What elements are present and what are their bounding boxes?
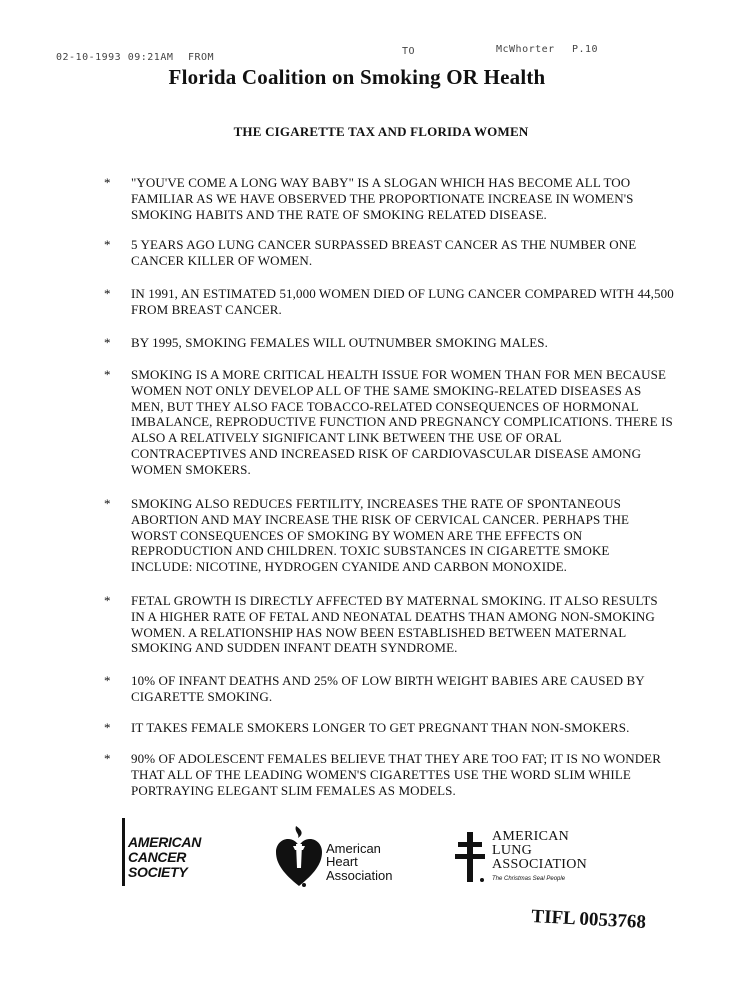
fax-to-label: TO (402, 46, 416, 57)
bullet-text: 10% OF INFANT DEATHS AND 25% OF LOW BIRTH WEIGHT BABIES ARE CAUSED BY CIGARETTE SMOKING. (131, 673, 645, 704)
bullet-text: "YOU'VE COME A LONG WAY BABY" IS A SLOGAN WHICH HAS BECOME ALL TOO FAMILIAR AS WE HAVE OBSERVED THE PROPORTIONATE INCREASE IN WOMEN'S SMOKING HABITS AND THE RATE OF SMOKING RELATED DISEASE. (131, 175, 634, 222)
bullet-item (104, 720, 674, 736)
ala-logo-line-2: LUNG (492, 843, 533, 858)
fax-date-time: 02-10-1993 09:21AM (56, 52, 174, 63)
acs-logo-line-3: SOCIETY (128, 864, 188, 880)
bullet-text: SMOKING ALSO REDUCES FERTILITY, INCREASES THE RATE OF SPONTANEOUS ABORTION AND MAY INCREASE THE RISK OF CERVICAL CANCER. PERHAPS THE WORST CONSEQUENCES OF SMOKING BY WOMEN ARE THE EFFECTS ON REPRODUCTION AND CHILDREN. TOXIC SUBSTANCES IN CIGARETTE SMOKE INCLUDE: NICOTINE, HYDROGEN CYANIDE AND CARBON MONOXIDE. (131, 496, 629, 575)
bullet-mark: * (104, 175, 111, 190)
bullet-mark: * (104, 673, 111, 688)
document-subtitle-text: THE CIGARETTE TAX AND FLORIDA WOMEN (233, 124, 529, 139)
bullet-mark: * (104, 286, 111, 301)
bullet-mark: * (104, 720, 111, 735)
fax-page-number: P.10 (572, 44, 599, 55)
document-title-text: Florida Coalition on Smoking OR Health (168, 65, 546, 89)
document-title (0, 65, 746, 90)
aha-logo-line-1: American (326, 841, 381, 856)
heart-torch-icon (274, 824, 324, 890)
bullet-item (104, 335, 674, 351)
ala-logo-tagline: The Christmas Seal People (492, 876, 566, 882)
bullet-item (104, 286, 674, 318)
bullet-item (104, 496, 674, 575)
bullet-text: 90% OF ADOLESCENT FEMALES BELIEVE THAT THEY ARE TOO FAT; IT IS NO WONDER THAT ALL OF THE LEADING WOMEN'S CIGARETTES USE THE WORD SLIM WHILE PORTRAYING ELEGANT SLIM FEMALES AS MODELS. (131, 751, 661, 798)
bullet-text: SMOKING IS A MORE CRITICAL HEALTH ISSUE FOR WOMEN THAN FOR MEN BECAUSE WOMEN NOT ONLY DEVELOP ALL OF THE SAME SMOKING-RELATED DISEASES AS MEN, BUT THEY ALSO FACE TOBACCO-RELATED CONSEQUENCES OF HORMONAL IMBALANCE, REPRODUCTIVE FUNCTION AND PREGNANCY COMPLICATIONS. THERE IS ALSO A RELATIVELY SIGNIFICANT LINK BETWEEN THE USE OF ORAL CONTRACEPTIVES AND INCREASED RISK OF CARDIOVASCULAR DISEASE AMONG WOMEN SMOKERS. (131, 367, 673, 477)
bullet-text: 5 YEARS AGO LUNG CANCER SURPASSED BREAST CANCER AS THE NUMBER ONE CANCER KILLER OF WOMEN. (131, 237, 637, 268)
bullet-text: IN 1991, AN ESTIMATED 51,000 WOMEN DIED OF LUNG CANCER COMPARED WITH 44,500 FROM BREAST CANCER. (131, 286, 674, 317)
bullet-text: IT TAKES FEMALE SMOKERS LONGER TO GET PREGNANT THAN NON-SMOKERS. (131, 720, 630, 735)
bullet-mark: * (104, 237, 111, 252)
bullet-mark: * (104, 751, 111, 766)
bullet-text: BY 1995, SMOKING FEMALES WILL OUTNUMBER SMOKING MALES. (131, 335, 548, 350)
bullet-mark: * (104, 335, 111, 350)
double-barred-cross-icon (455, 830, 485, 886)
bullet-mark: * (104, 593, 111, 608)
bullet-text: FETAL GROWTH IS DIRECTLY AFFECTED BY MATERNAL SMOKING. IT ALSO RESULTS IN A HIGHER RATE OF FETAL AND NEONATAL DEATHS THAN AMONG NON-SMOKING WOMEN. A RELATIONSHIP HAS NOW BEEN ESTABLISHED BETWEEN MATERNAL SMOKING AND SUDDEN INFANT DEATH SYNDROME. (131, 593, 658, 656)
american-heart-association-logo (274, 824, 414, 896)
american-lung-association-logo (455, 830, 625, 902)
bullet-item (104, 237, 674, 269)
fax-from-label: FROM (188, 52, 215, 63)
bullet-item (104, 751, 674, 798)
american-cancer-society-logo (112, 818, 242, 888)
ala-logo-line-1: AMERICAN (492, 829, 570, 844)
aha-logo-line-2: Heart (326, 854, 358, 869)
ala-logo-line-3: ASSOCIATION (492, 857, 588, 872)
acs-logo-line-1: AMERICAN (128, 834, 202, 850)
fax-recipient: McWhorter (496, 44, 555, 55)
bullet-item (104, 593, 674, 656)
document-subtitle (0, 124, 746, 140)
aha-logo-line-3: Association (326, 868, 393, 883)
bullet-item (104, 175, 674, 222)
bullet-mark: * (104, 367, 111, 382)
acs-logo-line-2: CANCER (128, 849, 187, 865)
acs-sword-icon (122, 818, 125, 886)
bullet-item (104, 673, 674, 705)
bates-number: TIFL 0053768 (530, 906, 647, 933)
sponsor-logos (0, 818, 746, 898)
bullet-item (104, 367, 674, 478)
bullet-mark: * (104, 496, 111, 511)
